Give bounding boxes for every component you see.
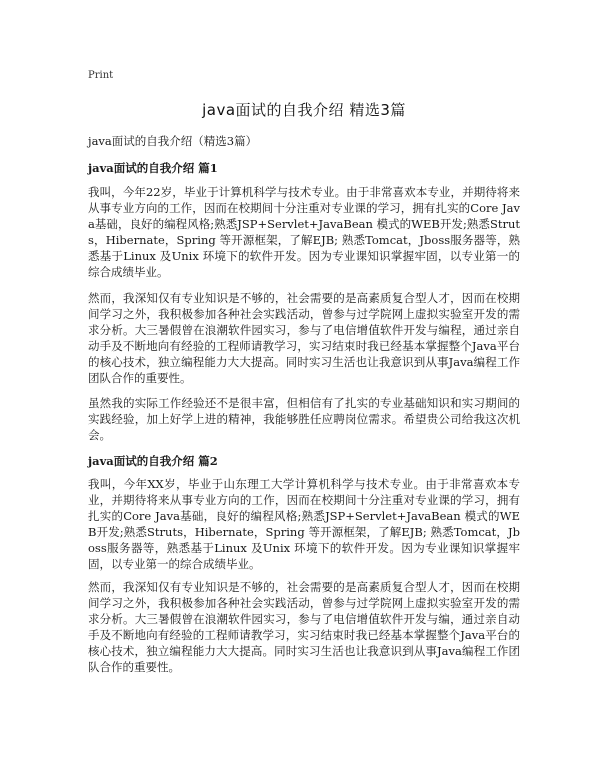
section-1-heading: java面试的自我介绍 篇1	[88, 161, 218, 175]
section-2-paragraph-2: 然而，我深知仅有专业知识是不够的，社会需要的是高素质复合型人才，因而在校期间学习之外，我积极参加各种社会实践活动，曾参与过学院网上虚拟实验室开发的需求分析。大三暑假曾在浪潮软件园实习，参与了电信增值软件开发与编，通过亲自动手及不断地向有经验的工程师请教学习，实习结束时我已经基本掌握整个Java平台的核心技术，独立编程能力大大提高。同时实习生活也让我意识到从事Java编程工作团队合作的重要性。	[88, 580, 520, 674]
document-subtitle: java面试的自我介绍（精选3篇）	[88, 134, 258, 148]
print-label: Print	[88, 70, 114, 81]
section-2-paragraph-1: 我叫，今年XX岁，毕业于山东理工大学计算机科学与技术专业。由于非常喜欢本专业，并期待将来从事专业方向的工作，因而在校期间十分注重对专业课的学习，拥有扎实的Core Java基础，良好的编程风格;熟悉JSP+Servlet+JavaBean 模式的WEB开发;熟悉Struts，Hibernate，Spring 等开源框架，了解EJB; 熟悉Tomcat，Jboss服务器等，熟悉基于Linux 及Unix 环境下的软件开发。因为专业课知识掌握牢固，以专业第一的综合成绩毕业。	[88, 477, 520, 571]
section-1-paragraph-3: 虽然我的实际工作经验还不是很丰富，但相信有了扎实的专业基础知识和实习期间的实践经验，加上好学上进的精神，我能够胜任应聘岗位需求。希望贵公司给我这次机会。	[88, 396, 520, 442]
section-1-paragraph-1: 我叫，今年22岁，毕业于计算机科学与技术专业。由于非常喜欢本专业，并期待将来从事专业方向的工作，因而在校期间十分注重对专业课的学习，拥有扎实的Core Java基础，良好的编程风格;熟悉JSP+Servlet+JavaBean 模式的WEB开发;熟悉Struts，Hibernate，Spring 等开源框架，了解EJB; 熟悉Tomcat，Jboss服务器等，熟悉基于Linux 及Unix 环境下的软件开发。因为专业课知识掌握牢固，以专业第一的综合成绩毕业。	[88, 185, 520, 279]
page-title: java面试的自我介绍 精选3篇	[202, 101, 406, 119]
section-2-heading: java面试的自我介绍 篇2	[88, 454, 218, 468]
section-1-paragraph-2: 然而，我深知仅有专业知识是不够的，社会需要的是高素质复合型人才，因而在校期间学习之外，我积极参加各种社会实践活动，曾参与过学院网上虚拟实验室开发的需求分析。大三暑假曾在浪潮软件园实习，参与了电信增值软件开发与编程，通过亲自动手及不断地向有经验的工程师请教学习，实习结束时我已经基本掌握整个Java平台的核心技术，独立编程能力大大提高。同时实习生活也让我意识到从事Java编程工作团队合作的重要性。	[88, 291, 520, 385]
